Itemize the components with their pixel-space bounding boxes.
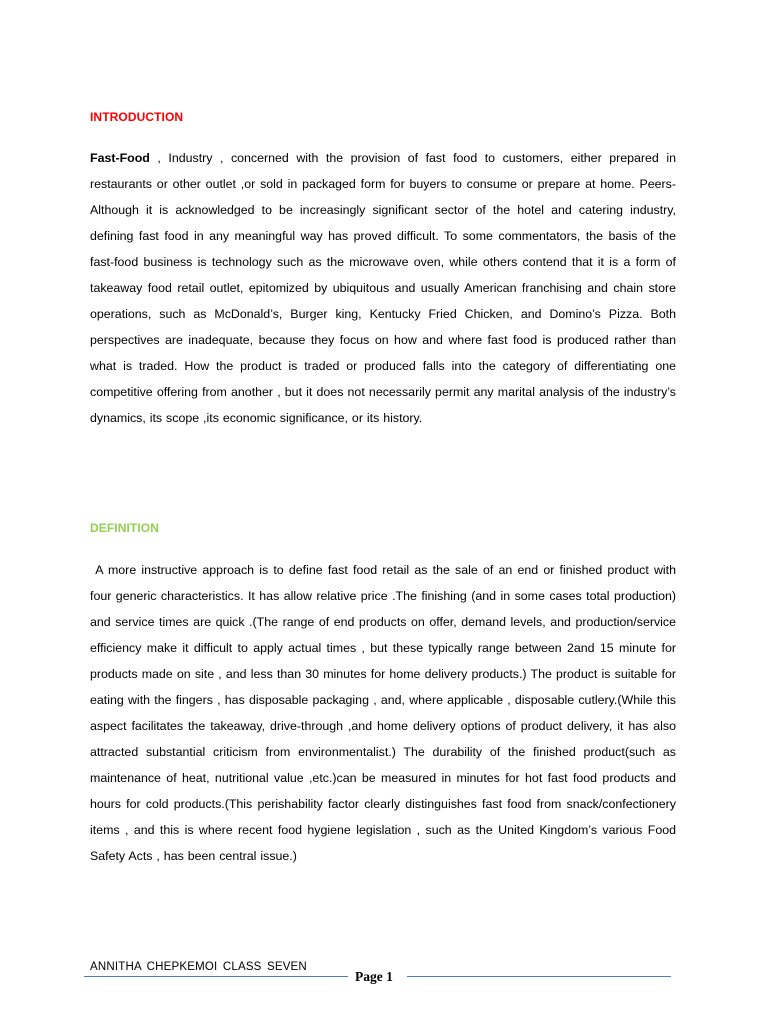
introduction-heading: INTRODUCTION <box>90 110 184 124</box>
page-footer <box>0 958 768 998</box>
page-number: Page 1 <box>355 969 393 984</box>
introduction-paragraph <box>90 145 676 431</box>
definition-paragraph <box>90 557 676 869</box>
definition-heading: DEFINITION <box>90 521 159 535</box>
footer-rule-right <box>407 976 671 977</box>
footer-rule-left <box>84 976 348 977</box>
introduction-body: , Industry , concerned with the provision of fast food to customers, either prepared in restaurants or other outlet ,or sold in packaged form for buyers to consume or prepare at home. Peers-Although it is acknowledged to be increasingly significant sector of the hotel and catering industry, defining fast food in any meaningful way has proved difficult. To some commentators, the basis of the fast-food business is technology such as the microwave oven, while others contend that it is a form of takeaway food retail outlet, epitomized by ubiquitous and usually American franchising and chain store operations, such as McDonald’s, Burger king, Kentucky Fried Chicken, and Domino’s Pizza. Both perspectives are inadequate, because they focus on how and where fast food is produced rather than what is traded. How the product is traded or produced falls into the category of differentiating one competitive offering from another , but it does not necessarily permit any marital analysis of the industry’s dynamics, its scope ,its economic significance, or its history. <box>90 151 676 425</box>
definition-body: A more instructive approach is to define fast food retail as the sale of an end or finished product with four generic characteristics. It has allow relative price .The finishing (and in some cases total production) and service times are quick .(The range of end products on offer, demand levels, and production/service efficiency make it difficult to apply actual times , but these typically range between 2and 15 minute for products made on site , and less than 30 minutes for home delivery products.) The product is suitable for eating with the fingers , has disposable packaging , and, where applicable , disposable cutlery.(While this aspect facilitates the takeaway, drive-through ,and home delivery options of product delivery, it has also attracted substantial criticism from environmentalist.) The durability of the finished product(such as maintenance of heat, nutritional value ,etc.)can be measured in minutes for hot fast food products and hours for cold products.(This perishability factor clearly distinguishes fast food from snack/confectionery items , and this is where recent food hygiene legislation , such as the United Kingdom’s various Food Safety Acts , has been central issue.) <box>90 563 676 863</box>
footer-author: ANNITHA CHEPKEMOI CLASS SEVEN <box>90 961 307 973</box>
introduction-lead-term: Fast-Food <box>90 151 150 165</box>
